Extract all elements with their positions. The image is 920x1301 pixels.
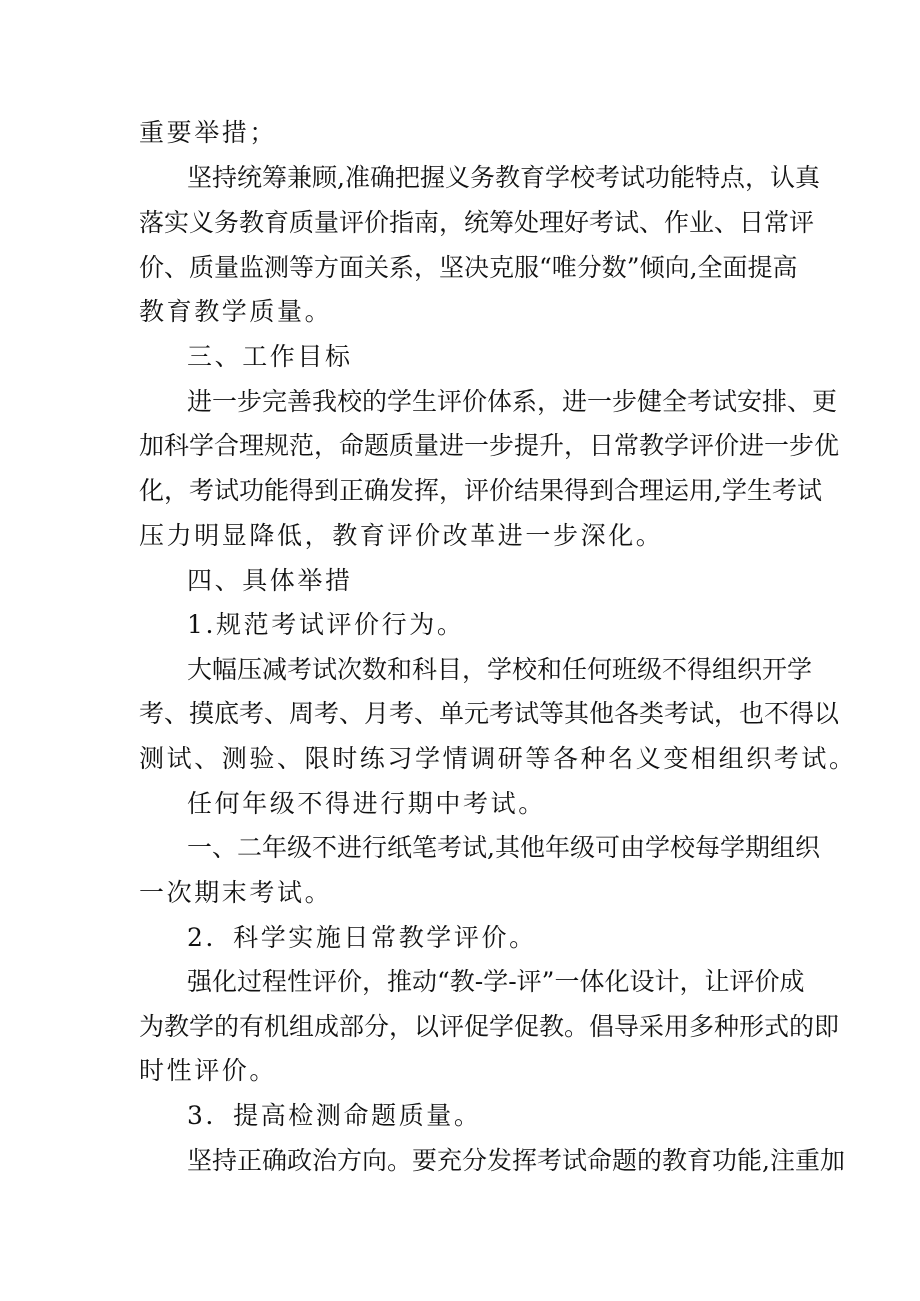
paragraph-line: 大幅压减考试次数和科目，学校和任何班级不得组织开学 [187,655,813,684]
paragraph-line: 压力明显降低，教育评价改革进一步深化。 [139,521,664,550]
paragraph-line: 测试、测验、限时练习学情调研等各种名义变相组织考试。 [139,744,857,773]
paragraph-line: 坚持正确政治方向。要充分发挥考试命题的教育功能,注重加 [187,1146,845,1175]
subsection-heading: 1.规范考试评价行为。 [187,610,465,639]
paragraph-line: 一、二年级不进行纸笔考试,其他年级可由学校每学期组织 [187,833,820,862]
paragraph-line: 落实义务教育质量评价指南，统筹处理好考试、作业、日常评 [139,208,815,237]
paragraph-line: 任何年级不得进行期中考试。 [187,789,546,818]
subsection-heading: 3．提高检测命题质量。 [187,1101,482,1130]
paragraph-line: 重要举措； [139,118,278,147]
paragraph-line: 一次期末考试。 [139,878,333,907]
paragraph-line: 强化过程性评价，推动“教-学-评”一体化设计，让评价成 [187,967,805,996]
paragraph-line: 为教学的有机组成部分，以评促学促教。倡导采用多种形式的即 [139,1012,840,1041]
paragraph-line: 加科学合理规范，命题质量进一步提升，日常教学评价进一步优 [139,431,840,460]
subsection-heading: 2．科学实施日常教学评价。 [187,923,537,952]
paragraph-line: 化，考试功能得到正确发挥，评价结果得到合理运用,学生考试 [139,476,822,505]
paragraph-line: 坚持统筹兼顾,准确把握义务教育学校考试功能特点，认真 [187,163,820,192]
paragraph-line: 时性评价。 [139,1056,278,1085]
paragraph-line: 进一步完善我校的学生评价体系，进一步健全考试安排、更 [187,387,838,416]
paragraph-line: 价、质量监测等方面关系，坚决克服“唯分数”倾向,全面提高 [139,253,798,282]
section-heading: 三、工作目标 [187,342,353,371]
paragraph-line: 考、摸底考、周考、月考、单元考试等其他各类考试，也不得以 [139,699,840,728]
paragraph-line: 教育教学质量。 [139,297,333,326]
section-heading: 四、具体举措 [187,566,353,595]
